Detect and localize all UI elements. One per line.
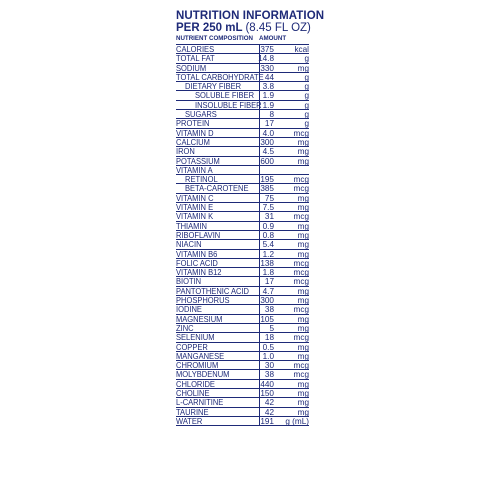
nutrient-amount: 385: [260, 184, 274, 194]
serving-size: PER 250 mL: [176, 22, 243, 34]
nutrient-name: PANTOTHENIC ACID: [176, 286, 249, 296]
table-row: [176, 398, 309, 407]
nutrient-amount: 105: [260, 314, 274, 324]
nutrient-name: MOLYBDENUM: [176, 370, 230, 380]
nutrient-amount: 5: [269, 323, 274, 333]
nutrient-unit: mg: [297, 351, 309, 361]
row-divider: [176, 425, 309, 426]
nutrient-unit: mg: [297, 286, 309, 296]
nutrient-name: VITAMIN K: [176, 212, 214, 222]
table-row: [176, 194, 309, 203]
nutrient-name: VITAMIN D: [176, 128, 214, 138]
nutrient-amount: 75: [264, 193, 274, 203]
nutrient-amount: 8: [269, 110, 274, 120]
nutrient-unit: g: [304, 110, 309, 120]
table-row: [176, 184, 309, 193]
table-row: [176, 408, 309, 417]
table-row: [176, 315, 309, 324]
nutrient-amount: 7.5: [262, 203, 274, 213]
nutrient-unit: g: [304, 54, 309, 64]
nutrient-unit: mg: [297, 323, 309, 333]
nutrient-amount: 1.2: [262, 249, 274, 259]
table-row: [176, 203, 309, 212]
table-row: [176, 343, 309, 352]
table-row: [176, 110, 309, 119]
nutrient-name: PHOSPHORUS: [176, 296, 230, 306]
nutrient-unit: g: [304, 119, 309, 129]
nutrient-unit: mcg: [293, 370, 309, 380]
nutrient-unit: mg: [297, 379, 309, 389]
table-row: [176, 166, 309, 175]
nutrient-amount: 18: [264, 333, 274, 343]
nutrient-name: CALCIUM: [176, 137, 210, 147]
nutrient-name: THIAMIN: [176, 221, 207, 231]
nutrient-amount: 4.0: [262, 128, 274, 138]
nutrient-unit: mcg: [293, 268, 309, 278]
nutrient-unit: kcal: [294, 45, 309, 54]
nutrient-name: CHROMIUM: [176, 361, 219, 371]
table-row: [176, 101, 309, 110]
nutrient-name: SELENIUM: [176, 333, 215, 343]
nutrient-amount: 440: [260, 379, 274, 389]
nutrient-unit: mg: [297, 296, 309, 306]
table-row: [176, 305, 309, 314]
nutrient-unit: g: [304, 91, 309, 101]
table-row: [176, 380, 309, 389]
table-row: [176, 129, 309, 138]
nutrient-name: DIETARY FIBER: [185, 82, 242, 92]
nutrient-amount: 44: [264, 72, 274, 82]
nutrient-amount: 31: [264, 212, 274, 222]
nutrient-unit: mcg: [293, 333, 309, 343]
table-row: [176, 64, 309, 73]
table-row: [176, 138, 309, 147]
panel-title: NUTRITION INFORMATION: [176, 10, 325, 22]
nutrient-amount: 300: [260, 137, 274, 147]
table-row: [176, 231, 309, 240]
nutrient-unit: mcg: [293, 175, 309, 185]
nutrient-amount: 1.9: [262, 91, 274, 101]
nutrient-amount: 14.8: [258, 54, 274, 64]
nutrient-name: RIBOFLAVIN: [176, 230, 221, 240]
nutrient-unit: mg: [297, 249, 309, 259]
table-row: [176, 157, 309, 166]
table-row: [176, 147, 309, 156]
table-row: [176, 361, 309, 370]
table-row: [176, 175, 309, 184]
nutrient-unit: mg: [297, 221, 309, 231]
nutrient-unit: mg: [297, 147, 309, 157]
table-row: [176, 287, 309, 296]
nutrient-name: SUGARS: [185, 110, 217, 120]
nutrient-unit: mg: [297, 407, 309, 417]
nutrient-amount: 1.8: [262, 268, 274, 278]
nutrient-amount: 191: [260, 416, 274, 426]
nutrient-unit: g (mL): [285, 416, 309, 426]
nutrient-name: IRON: [176, 147, 195, 157]
column-header-amount: AMOUNT: [259, 35, 287, 42]
nutrient-amount: 17: [264, 277, 274, 287]
nutrient-amount: 38: [264, 370, 274, 380]
nutrient-amount: 1.9: [262, 100, 274, 110]
nutrient-name: VITAMIN E: [176, 203, 214, 213]
nutrient-name: TAURINE: [176, 407, 209, 417]
nutrient-name: BETA-CAROTENE: [185, 184, 249, 194]
table-row: [176, 250, 309, 259]
nutrient-unit: mcg: [293, 212, 309, 222]
nutrient-name: VITAMIN B12: [176, 268, 222, 278]
nutrient-amount: 375: [260, 45, 274, 54]
nutrient-name: IODINE: [176, 305, 202, 315]
nutrient-name: FOLIC ACID: [176, 258, 218, 268]
nutrient-unit: mg: [297, 240, 309, 250]
table-row: [176, 54, 309, 63]
nutrient-name: ZINC: [176, 323, 194, 333]
nutrient-name: BIOTIN: [176, 277, 202, 287]
nutrient-amount: 38: [264, 305, 274, 315]
nutrient-table: [176, 45, 309, 426]
nutrient-amount: 138: [260, 258, 274, 268]
nutrient-name: VITAMIN C: [176, 193, 214, 203]
table-row: [176, 268, 309, 277]
nutrient-name: RETINOL: [185, 175, 218, 185]
table-row: [176, 296, 309, 305]
nutrient-name: POTASSIUM: [176, 156, 220, 166]
nutrient-amount: 30: [264, 361, 274, 371]
nutrient-unit: mg: [297, 314, 309, 324]
nutrient-unit: g: [304, 72, 309, 82]
nutrient-unit: g: [304, 82, 309, 92]
nutrient-name: VITAMIN B6: [176, 249, 218, 259]
nutrient-amount: 17: [264, 119, 274, 129]
nutrient-amount: 0.8: [262, 230, 274, 240]
nutrient-name: INSOLUBLE FIBER: [195, 100, 262, 110]
nutrient-amount: 4.5: [262, 147, 274, 157]
nutrient-amount: 4.7: [262, 286, 274, 296]
nutrient-name: CHOLINE: [176, 388, 210, 398]
table-row: [176, 324, 309, 333]
nutrient-name: VITAMIN A: [176, 165, 213, 175]
table-row: [176, 73, 309, 82]
table-row: [176, 91, 309, 100]
nutrient-amount: 600: [260, 156, 274, 166]
table-row: [176, 277, 309, 286]
nutrient-unit: mcg: [293, 361, 309, 371]
nutrient-unit: mcg: [293, 184, 309, 194]
column-header: [176, 34, 309, 45]
nutrient-unit: mcg: [293, 128, 309, 138]
nutrition-panel: [176, 10, 325, 426]
nutrient-unit: mcg: [293, 305, 309, 315]
nutrient-unit: mg: [297, 193, 309, 203]
nutrient-name: CALORIES: [176, 45, 215, 54]
nutrient-unit: mcg: [293, 277, 309, 287]
table-row: [176, 259, 309, 268]
nutrient-amount: 1.0: [262, 351, 274, 361]
nutrient-unit: mcg: [293, 258, 309, 268]
nutrient-name: PROTEIN: [176, 119, 210, 129]
nutrient-unit: mg: [297, 398, 309, 408]
nutrient-name: MAGNESIUM: [176, 314, 223, 324]
table-row: [176, 240, 309, 249]
nutrient-unit: mg: [297, 63, 309, 73]
nutrient-name: MANGANESE: [176, 351, 225, 361]
nutrient-unit: g: [304, 100, 309, 110]
nutrient-unit: mg: [297, 230, 309, 240]
nutrient-amount: 300: [260, 296, 274, 306]
nutrient-amount: 5.4: [262, 240, 274, 250]
nutrient-amount: 0.5: [262, 342, 274, 352]
table-row: [176, 389, 309, 398]
nutrient-name: SOLUBLE FIBER: [195, 91, 255, 101]
nutrient-unit: mg: [297, 388, 309, 398]
nutrient-amount: 330: [260, 63, 274, 73]
nutrient-amount: 42: [264, 398, 274, 408]
nutrient-amount: 42: [264, 407, 274, 417]
serving-size-imperial: (8.45 FL OZ): [245, 22, 311, 34]
table-row: [176, 370, 309, 379]
table-row: [176, 417, 309, 426]
nutrient-name: TOTAL FAT: [176, 54, 215, 64]
nutrient-unit: mg: [297, 342, 309, 352]
table-row: [176, 352, 309, 361]
nutrient-amount: 0.9: [262, 221, 274, 231]
table-row: [176, 45, 309, 54]
table-row: [176, 222, 309, 231]
nutrient-amount: 195: [260, 175, 274, 185]
nutrient-name: COPPER: [176, 342, 208, 352]
nutrient-amount: 150: [260, 388, 274, 398]
nutrient-amount: 3.8: [262, 82, 274, 92]
nutrient-name: CHLORIDE: [176, 379, 215, 389]
nutrient-unit: mg: [297, 137, 309, 147]
nutrient-name: L-CARNITINE: [176, 398, 224, 408]
column-header-nutrient: NUTRIENT COMPOSITION: [176, 35, 253, 42]
nutrient-name: TOTAL CARBOHYDRATE: [176, 72, 264, 82]
table-row: [176, 119, 309, 128]
nutrient-unit: mg: [297, 156, 309, 166]
nutrient-name: NIACIN: [176, 240, 202, 250]
table-row: [176, 82, 309, 91]
nutrient-name: WATER: [176, 416, 203, 426]
panel-serving: [176, 22, 309, 34]
nutrient-unit: mg: [297, 203, 309, 213]
table-row: [176, 212, 309, 221]
table-row: [176, 333, 309, 342]
nutrient-name: SODIUM: [176, 63, 207, 73]
